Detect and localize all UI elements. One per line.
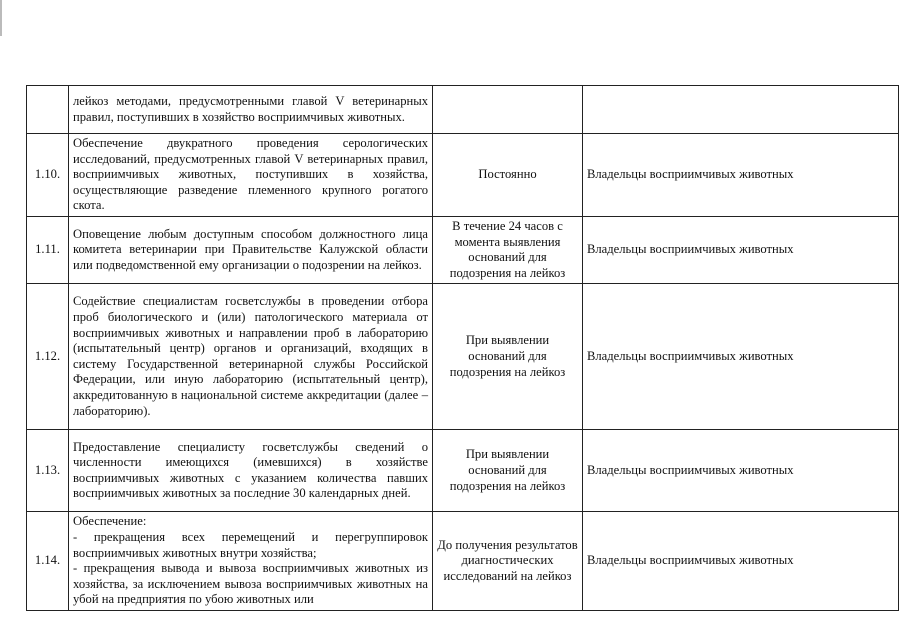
responsible-text [583,86,899,134]
term-text: Постоянно [433,134,583,217]
action-text: лейкоз методами, предусмотренными главой V ветеринарных правил, поступивших в хозяйство восприимчивых животных. [69,86,433,134]
action-line: - прекращения всех перемещений и перегруппировок восприимчивых животных внутри хозяйства; [73,529,428,560]
row-number: 1.14. [27,512,69,611]
term-text [433,86,583,134]
row-number: 1.10. [27,134,69,217]
action-text: Предоставление специалисту госветслужбы сведений о численности имеющихся (имевшихся) в хозяйстве восприимчивых животных с указанием количества павших восприимчивых животных за последние 30 календарных дней. [69,430,433,512]
action-line: - прекращения вывода и вывоза восприимчивых животных из хозяйства, за исключением вывоза восприимчивых животных на убой на предприятия по убою животных или [73,561,428,607]
table-row [27,216,899,283]
term-text: При выявлении оснований для подозрения на лейкоз [433,430,583,512]
row-number: 1.13. [27,430,69,512]
term-text: При выявлении оснований для подозрения на лейкоз [433,284,583,430]
table-row [27,284,899,430]
action-text: Обеспечение двукратного проведения серологических исследований, предусмотренных главой V ветеринарных правил, восприимчивых животных, поступивших в хозяйства, осуществляющие разведение племенного крупного рогатого скота. [69,134,433,217]
action-line: Обеспечение: [73,514,147,529]
term-text: До получения результатов диагностических исследований на лейкоз [433,512,583,611]
measures-table [26,85,899,611]
row-number: 1.11. [27,216,69,283]
page-edge-mark [0,0,2,36]
responsible-text: Владельцы восприимчивых животных [583,134,899,217]
action-text: Содействие специалистам госветслужбы в проведении отбора проб биологического и (или) патологического материала от восприимчивых животных и направлении проб в лабораторию (испытательный центр) органов и организаций, входящих в систему Государственной ветеринарной службы Российской Федерации, или иную лабораторию (испытательный центр), аккредитованную в национальной системе аккредитации (далее – лабораторию). [69,284,433,430]
action-text [69,512,433,611]
term-text: В течение 24 часов с момента выявления оснований для подозрения на лейкоз [433,216,583,283]
responsible-text: Владельцы восприимчивых животных [583,430,899,512]
responsible-text: Владельцы восприимчивых животных [583,284,899,430]
responsible-text: Владельцы восприимчивых животных [583,216,899,283]
table-row [27,134,899,217]
action-text: Оповещение любым доступным способом должностного лица комитета ветеринарии при Правительстве Калужской области или подведомственной ему организации о подозрении на лейкоз. [69,216,433,283]
row-number: 1.12. [27,284,69,430]
row-number [27,86,69,134]
table-row [27,86,899,134]
table-row [27,430,899,512]
table-row [27,512,899,611]
responsible-text: Владельцы восприимчивых животных [583,512,899,611]
